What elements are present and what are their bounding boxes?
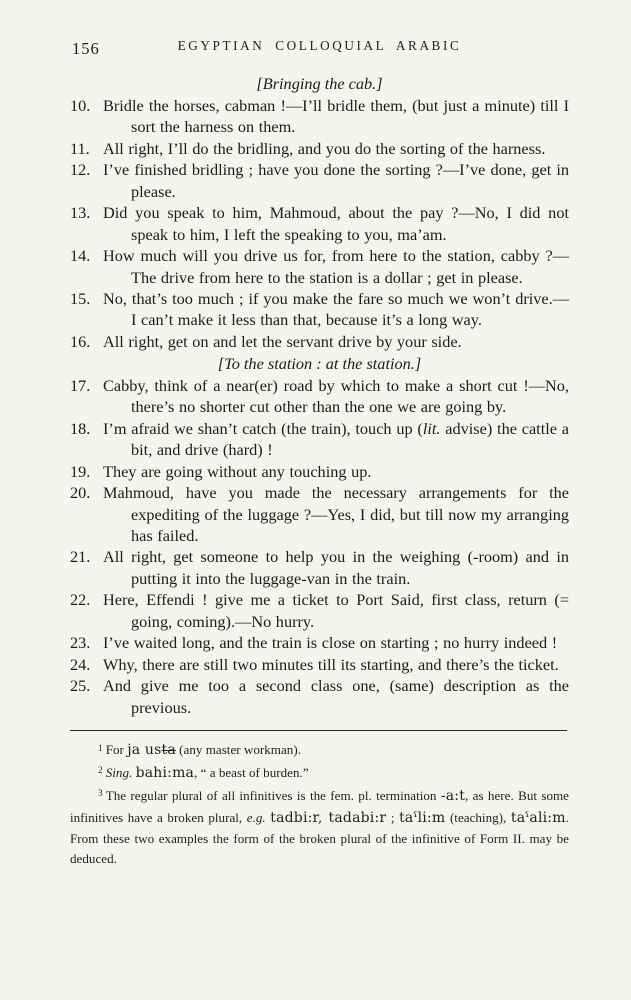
- item-number: 19.: [70, 461, 91, 481]
- item-text: [103, 245, 569, 288]
- footnote: [70, 786, 569, 869]
- text-segment: (any master workman).: [175, 742, 301, 758]
- scene-caption: [70, 73, 569, 94]
- dialogue-item: [70, 245, 569, 288]
- text-segment: Mahmoud, have you made the necessary arrangements for the expediting of the luggage ?—Yes, I did, but till now my arranging has failed.: [103, 483, 569, 546]
- dialogue-item: [70, 675, 569, 718]
- text-segment: Here, Effendi ! give me a ticket to Port Said, first class, return (= going, coming).—No hurry.: [103, 590, 569, 631]
- phonetic-term: bahi:ma: [135, 764, 195, 781]
- footnote: [70, 763, 569, 786]
- text-segment: And give me too a second class one, (same) description as the previous.: [103, 676, 569, 717]
- item-number: 21.: [70, 547, 91, 567]
- item-number: 24.: [70, 654, 91, 674]
- dialogue-item: [70, 418, 569, 461]
- item-number: 20.: [70, 483, 91, 503]
- footnote-marker: 1: [98, 743, 103, 754]
- text-segment: For: [105, 742, 128, 758]
- text-segment: , “ a beast of burden.”: [194, 764, 309, 780]
- dialogue-item: [70, 138, 569, 159]
- item-text: [103, 654, 569, 675]
- item-number: 25.: [70, 676, 91, 696]
- dialogue-item: [70, 589, 569, 632]
- item-text: [103, 138, 569, 159]
- running-title: EGYPTIAN COLLOQUIAL ARABIC: [177, 38, 462, 53]
- item-number: 11.: [70, 138, 90, 158]
- page-number: 156: [72, 39, 100, 58]
- item-text: [103, 331, 569, 352]
- dialogue-item: [70, 654, 569, 675]
- text-segment: How much will you drive us for, from here to the station, cabby ?—The drive from here to the station is a dollar ; get in please.: [103, 246, 569, 287]
- item-text: [103, 589, 569, 632]
- phonetic-term: taˁali:m: [510, 810, 566, 827]
- item-text: [103, 418, 569, 461]
- page-header: [70, 38, 569, 60]
- dialogue-item: [70, 159, 569, 202]
- footnote-rule: [70, 730, 567, 731]
- text-segment: All right, get on and let the servant drive by your side.: [103, 331, 462, 351]
- italic-text: e.g.: [246, 810, 266, 826]
- text-segment: All right, get someone to help you in the weighing (-room) and in putting it into the luggage-van in the train.: [103, 547, 569, 588]
- text-segment: The regular plural of all infinitives is the fem. pl. termination: [105, 787, 441, 803]
- scene-caption: [70, 353, 569, 374]
- item-text: [103, 675, 569, 718]
- phonetic-term: taˁli:m: [399, 810, 446, 827]
- item-text: [103, 632, 569, 653]
- item-text: [103, 95, 569, 138]
- text-segment: advise) the cattle a bit, and drive (hard) !: [131, 418, 569, 460]
- text-segment: I’ve waited long, and the train is close on starting ; no hurry indeed !: [103, 633, 558, 653]
- footnote-marker: 3: [98, 789, 103, 800]
- item-text: [103, 159, 569, 202]
- dialogue-item: [70, 482, 569, 546]
- item-number: 12.: [70, 160, 91, 180]
- item-number: 14.: [70, 246, 91, 266]
- text-segment: Bridle the horses, cabman !—I’ll bridle them, (but just a minute) till I sort the harness on them.: [103, 95, 569, 137]
- item-number: 10.: [70, 95, 91, 115]
- phonetic-term: tadbi:r, tadabi:r: [270, 810, 387, 827]
- italic-text: [Bringing the cab.]: [256, 74, 383, 93]
- phonetic-term: -a:t: [440, 787, 466, 804]
- item-text: [103, 202, 569, 245]
- text-segment: I’ve finished bridling ; have you done the sorting ?—I’ve done, get in please.: [103, 160, 569, 201]
- text-segment: All right, I’ll do the bridling, and you do the sorting of the harness.: [103, 138, 546, 158]
- text-segment: Cabby, think of a near(er) road by which to make a short cut !—No, there’s no shorter cut other than the one we are going by.: [103, 375, 569, 417]
- dialogue-item: [70, 461, 569, 482]
- text-segment: They are going without any touching up.: [103, 461, 372, 481]
- item-text: [103, 288, 569, 331]
- item-text: [103, 546, 569, 589]
- text-segment: , as here. But some infinitives have a broken plural,: [70, 787, 569, 826]
- italic-text: Sing.: [105, 764, 133, 780]
- footnote-marker: 2: [98, 766, 103, 777]
- text-segment: . From these two examples the form of the broken plural of the infinitive of Form II. may be deduced.: [70, 810, 569, 867]
- dialogue-item: [70, 546, 569, 589]
- item-text: [103, 482, 569, 546]
- item-number: 16.: [70, 331, 91, 351]
- text-segment: Why, there are still two minutes till its starting, and there’s the ticket.: [103, 654, 559, 674]
- item-number: 13.: [70, 203, 91, 223]
- phonetic-term: ta: [161, 742, 176, 759]
- text-segment: (teaching),: [445, 810, 511, 826]
- footnote: [70, 740, 569, 763]
- footnotes-block: [70, 740, 569, 869]
- phonetic-term: ja us: [127, 742, 162, 759]
- dialogue-item: [70, 202, 569, 245]
- item-number: 23.: [70, 633, 91, 653]
- italic-text: lit.: [422, 418, 441, 438]
- item-number: 22.: [70, 590, 91, 610]
- text-segment: I’m afraid we shan’t catch (the train), touch up (: [103, 418, 423, 438]
- dialogue-item: [70, 331, 569, 352]
- italic-text: [To the station : at the station.]: [217, 353, 422, 373]
- item-number: 17.: [70, 375, 91, 395]
- dialogue-item: [70, 375, 569, 418]
- dialogue-list: [70, 73, 569, 718]
- item-text: [103, 375, 569, 418]
- item-number: 18.: [70, 418, 91, 438]
- dialogue-item: [70, 288, 569, 331]
- text-segment: ;: [386, 810, 400, 826]
- item-number: 15.: [70, 289, 91, 309]
- item-text: [103, 461, 569, 482]
- dialogue-item: [70, 95, 569, 138]
- text-segment: Did you speak to him, Mahmoud, about the pay ?—No, I did not speak to him, I left the speaking to you, ma’am.: [103, 203, 569, 244]
- dialogue-item: [70, 632, 569, 653]
- text-segment: No, that’s too much ; if you make the fare so much we won’t drive.—I can’t make it less than that, because it’s a long way.: [103, 289, 569, 330]
